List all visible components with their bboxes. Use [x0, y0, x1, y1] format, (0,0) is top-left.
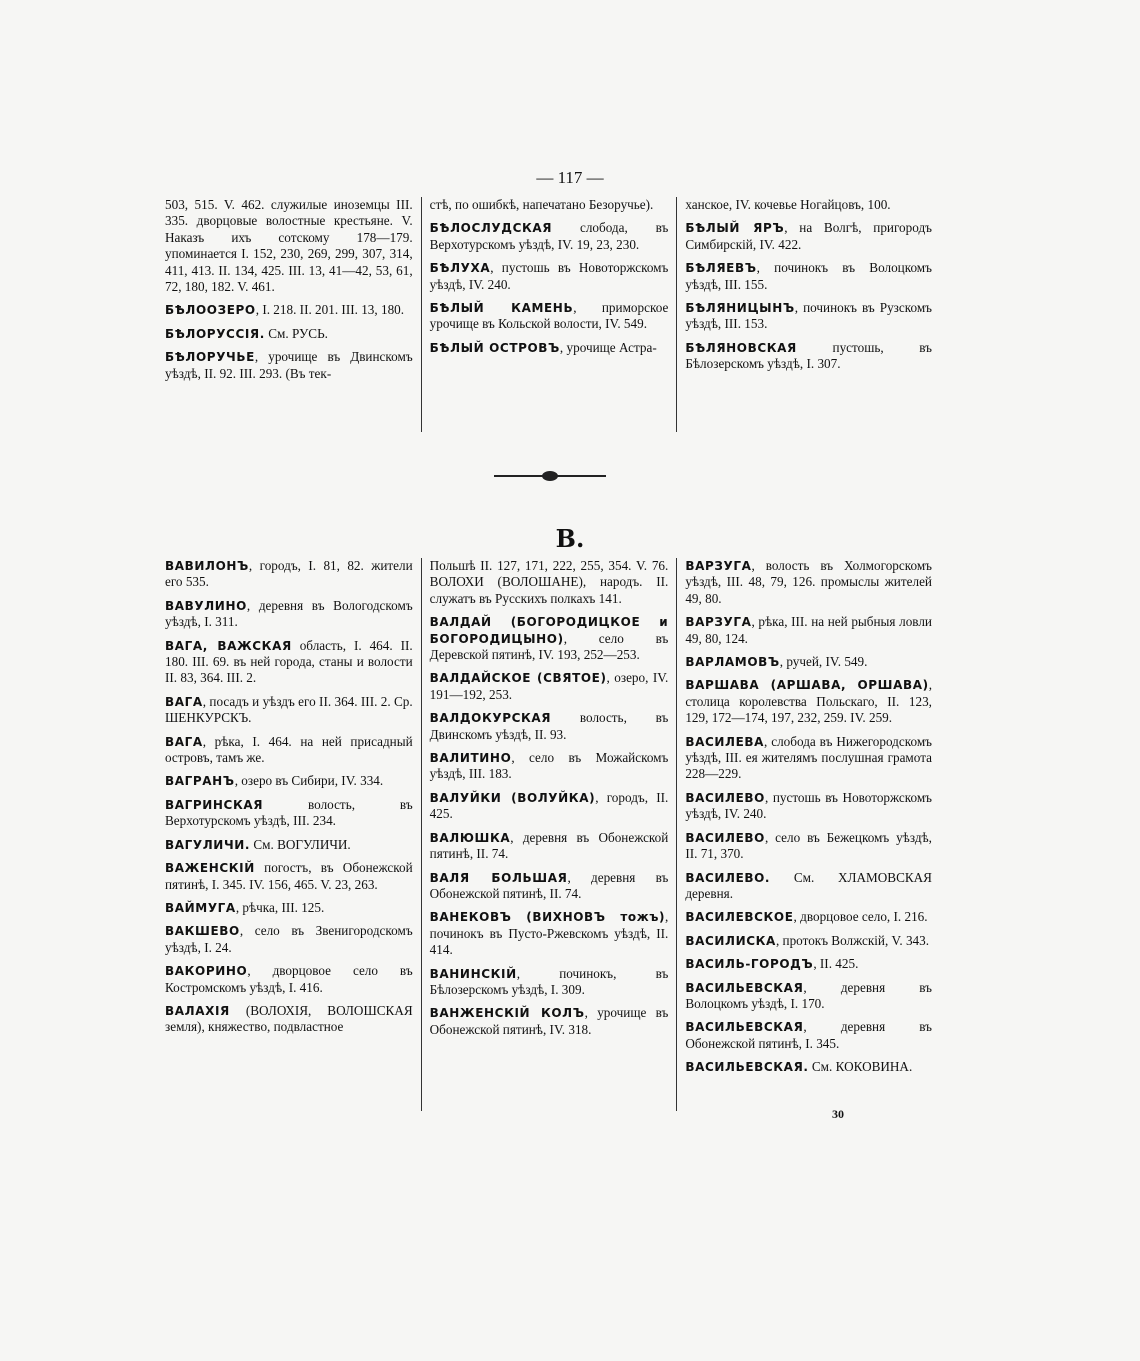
entry-text: , село въ Звенигородскомъ уѣздѣ, I. 24. [165, 923, 413, 955]
entry-headword: ВАСИЛЬЕВСКАЯ [685, 980, 804, 995]
entry-text: , слобода въ Нижегородскомъ уѣздѣ, III. ея жителямъ послушная грамота 228—229. [685, 733, 932, 782]
entry-text: , деревня въ Обонежской пятинѣ, II. 74. [429, 829, 669, 862]
index-entry [430, 300, 669, 333]
entry-text: , починокъ въ Пусто-Ржевскомъ уѣздѣ, II. 414. [429, 909, 669, 958]
index-entry [165, 734, 413, 767]
index-entry [685, 197, 932, 213]
entry-headword: ВАСИЛЕВО [685, 830, 765, 845]
index-entry [685, 830, 932, 863]
entry-headword: ВАВИЛОНЪ [165, 559, 249, 573]
entry-text: погостъ, въ Обонежской пятинѣ, I. 345. IV. 156, 465. V. 23, 263. [165, 860, 413, 892]
entry-headword: ВАРЛАМОВЪ [685, 655, 780, 670]
top-entries-block [165, 197, 932, 432]
index-entry [430, 670, 669, 703]
entry-headword: БѢЛЯЕВЪ [685, 261, 757, 276]
index-entry [165, 694, 413, 727]
entry-headword: БѢЛОСЛУДСКАЯ [429, 221, 553, 236]
top-column-2 [421, 197, 677, 432]
entry-text: , столица королевства Польскаго, II. 123, 129, 172—174, 197, 232, 259. IV. 259. [685, 677, 932, 726]
entry-headword: БѢЛООЗЕРО [165, 303, 256, 318]
index-entry [430, 830, 669, 863]
index-entry [165, 197, 413, 295]
index-entry [165, 598, 413, 631]
index-entry [430, 197, 669, 213]
index-entry [685, 870, 932, 903]
index-entry [165, 1003, 413, 1036]
entry-headword: ВАСИЛЬЕВСКАЯ. [685, 1060, 809, 1075]
entry-headword: БѢЛЫЙ ЯРЪ [685, 221, 785, 236]
entry-headword: БѢЛЯНИЦЫНЪ [685, 301, 795, 316]
index-entry [165, 349, 413, 382]
index-entry [685, 734, 932, 783]
entry-text: См. КОКОВИНА. [808, 1059, 913, 1075]
entry-text: , деревня въ Волоцкомъ уѣздѣ, I. 170. [685, 979, 932, 1011]
index-entry [430, 790, 669, 823]
entry-headword: ВАГА [165, 734, 203, 749]
index-entry [685, 260, 932, 293]
index-entry [685, 300, 932, 333]
entry-text: См. ХЛАМОВСКАЯ деревня. [685, 869, 932, 901]
index-entry [165, 923, 413, 956]
index-entry [430, 870, 669, 903]
index-entry [685, 980, 932, 1013]
section-divider-ornament [494, 474, 606, 478]
entry-headword: ВАСИЛИСКА [685, 933, 776, 948]
entry-headword: ВАВУЛИНО [165, 598, 247, 613]
entry-headword: ВАСИЛЬЕВСКАЯ [685, 1020, 804, 1035]
index-entry [685, 909, 932, 925]
entry-text: , село въ Бежецкомъ уѣздѣ, II. 71, 370. [685, 829, 932, 862]
index-entry [430, 1005, 669, 1038]
entry-headword: ВАСИЛЕВО [685, 790, 765, 805]
index-entry [165, 860, 413, 893]
entry-headword: ВАСИЛЕВО. [685, 870, 771, 885]
entry-headword: ВАСИЛЬ-ГОРОДЪ [685, 957, 814, 972]
entry-text: область, I. 464. II. 180. III. 69. въ ней города, станы и волости II. 83, 364. III. 2. [165, 637, 413, 686]
entry-text: , рѣка, III. на ней рыбныя ловли 49, 80, 124. [685, 614, 932, 646]
entry-text: , починокъ въ Волоцкомъ уѣздѣ, III. 155. [685, 260, 932, 292]
entry-headword: ВАЛДАЙ (БОГОРОДИЦКОЕ и БОГОРОДИЦЫНО) [429, 615, 669, 646]
entry-text: , починокъ въ Рузскомъ уѣздѣ, III. 153. [685, 300, 932, 332]
top-column-3 [676, 197, 932, 432]
entry-text: , урочище въ Двинскомъ уѣздѣ, II. 92. III. 293. (Въ тек- [165, 349, 413, 381]
index-entry [685, 654, 932, 670]
entry-headword: ВАЛИТИНО [429, 751, 512, 766]
index-entry [165, 638, 413, 687]
entry-text: , II. 425. [813, 956, 859, 972]
entry-text: , протокъ Волжскій, V. 343. [775, 932, 930, 948]
entry-text: , село въ Можайскомъ уѣздѣ, III. 183. [429, 750, 669, 782]
entry-headword: ВАГА [165, 694, 203, 709]
entry-text: , волость въ Холмогорскомъ уѣздѣ, III. 48, 79, 126. промыслы жителей 49, 80. [685, 558, 932, 606]
entry-text: , озеро, IV. 191—192, 253. [429, 670, 669, 702]
entry-text: , деревня въ Вологодскомъ уѣздѣ, I. 311. [165, 597, 413, 630]
index-entry [685, 790, 932, 823]
entry-text: , урочище Астра- [559, 339, 657, 355]
entry-text: , городъ, II. 425. [429, 789, 669, 822]
index-entry [165, 326, 413, 342]
entry-headword: ВАСИЛЕВСКОЕ [685, 910, 794, 925]
entry-text: , городъ, I. 81, 82. жители его 535. [165, 558, 413, 590]
entry-text: , приморское урочище въ Кольской волости, IV. 549. [429, 300, 669, 332]
index-entry [430, 750, 669, 783]
divider-ornament-icon [542, 471, 558, 481]
entry-headword: БѢЛЫЙ ОСТРОВЪ [429, 340, 560, 355]
index-entry [430, 558, 669, 607]
entry-text: , починокъ, въ Бѣлозерскомъ уѣздѣ, I. 309. [429, 965, 669, 997]
index-entry [430, 710, 669, 743]
index-entry [165, 773, 413, 789]
index-entry [165, 797, 413, 830]
entry-headword: ВАГУЛИЧИ. [165, 837, 251, 852]
index-entry [430, 966, 669, 999]
entry-headword: ВАКОРИНО [165, 964, 248, 979]
bottom-column-1 [165, 558, 421, 1111]
entry-headword: ВАГА, ВАЖСКАЯ [165, 638, 292, 653]
index-entry [165, 837, 413, 853]
entry-text: , ручей, IV. 549. [779, 654, 868, 670]
index-entry [165, 558, 413, 591]
entry-text: , рѣка, I. 464. на ней присадный островъ, тамъ же. [165, 733, 413, 766]
entry-text: , пустошь въ Новоторжскомъ уѣздѣ, IV. 240. [429, 260, 669, 292]
page-number: — 117 — [536, 168, 604, 187]
entry-text: ханское, IV. кочевье Ногайцовъ, 100. [685, 197, 891, 212]
entry-text: (ВОЛОХІЯ, ВОЛОШСКАЯ земля), княжество, подвластное [165, 1002, 413, 1035]
entry-text: , село въ Деревской пятинѣ, IV. 193, 252—253. [429, 630, 669, 663]
entry-text: , деревня въ Обонежской пятинѣ, I. 345. [685, 1019, 932, 1051]
entry-text: , на Волгѣ, пригородъ Симбирскій, IV. 422. [685, 220, 932, 252]
entry-text: , дворцовое село въ Костромскомъ уѣздѣ, I. 416. [165, 963, 413, 995]
bottom-column-2 [421, 558, 677, 1111]
entry-headword: БѢЛЫЙ КАМЕНЬ [429, 301, 574, 316]
entry-headword: ВАНЖЕНСКІЙ КОЛЪ [429, 1006, 585, 1021]
entry-headword: ВАЛУЙКИ (ВОЛУЙКА) [429, 790, 596, 805]
index-entry [685, 614, 932, 647]
entry-headword: ВАЛДОКУРСКАЯ [429, 711, 552, 726]
index-entry [165, 963, 413, 996]
entry-text: См. РУСЬ. [264, 325, 328, 341]
entry-text: слобода, въ Верхотурскомъ уѣздѣ, IV. 19, 23, 230. [429, 220, 669, 252]
index-entry [685, 933, 932, 949]
entry-text: стѣ, по ошибкѣ, напечатано Безоручье). [429, 197, 654, 212]
entry-headword: БѢЛОРУССІЯ. [165, 326, 265, 341]
entry-text: 503, 515. V. 462. служилые иноземцы III. 335. дворцовые волостные крестьяне. V. Наказъ ихъ сотскому 178—179. упоминается I. 152, 230, 269, 299, 307, 314, 411, 413. II. 134, 425. III. 13, 41—42, 53, 61, 72, 180, 182. V. 461. [165, 197, 413, 295]
index-entry [165, 302, 413, 318]
entry-text: , посадъ и уѣздъ его II. 364. III. 2. Ср. ШЕНКУРСКЪ. [165, 693, 413, 726]
index-entry [430, 260, 669, 293]
index-entry [430, 614, 669, 663]
entry-headword: ВАКШЕВО [165, 924, 240, 939]
entry-text: , озеро въ Сибири, IV. 334. [234, 773, 384, 789]
bottom-entries-block [165, 558, 932, 1111]
entry-headword: ВАГРАНЪ [165, 774, 235, 789]
signature-number: 30 [832, 1107, 844, 1121]
entry-headword: ВАЛАХІЯ [165, 1003, 230, 1018]
index-entry [685, 558, 932, 607]
entry-text: См. ВОГУЛИЧИ. [250, 836, 351, 852]
entry-headword: ВАЖЕНСКІЙ [165, 861, 255, 876]
entry-text: , деревня въ Обонежской пятинѣ, II. 74. [429, 869, 669, 901]
entry-text: волость, въ Верхотурскомъ уѣздѣ, III. 234. [165, 796, 413, 829]
index-entry [430, 340, 669, 356]
index-entry [685, 677, 932, 726]
entry-text: , пустошь въ Новоторжскомъ уѣздѣ, IV. 240. [685, 789, 932, 822]
entry-headword: БѢЛУХА [429, 261, 491, 276]
entry-headword: ВАЛЮШКА [429, 830, 511, 845]
entry-headword: ВАЛЯ БОЛЬШАЯ [429, 870, 568, 885]
entry-text: , рѣчка, III. 125. [235, 899, 325, 915]
section-letter-heading: В. [555, 524, 585, 553]
entry-text: Польшѣ II. 127, 171, 222, 255, 354. V. 76. ВОЛОХИ (ВОЛОШАНЕ), народъ. II. служатъ въ Русскихъ полкахъ 141. [429, 558, 669, 606]
entry-headword: ВАРШАВА (АРШАВА, ОРШАВА) [685, 678, 929, 693]
entry-headword: ВАНЕКОВЪ (ВИХНОВЪ тожъ) [429, 910, 666, 925]
top-column-1 [165, 197, 421, 432]
entry-text: , урочище въ Обонежской пятинѣ, IV. 318. [429, 1005, 669, 1037]
entry-text: волость, въ Двинскомъ уѣздѣ, II. 93. [429, 710, 669, 742]
entry-headword: ВАЛДАЙСКОЕ (СВЯТОЕ) [429, 671, 607, 686]
entry-headword: БѢЛОРУЧЬЕ [165, 350, 255, 365]
index-entry [685, 1059, 932, 1075]
index-entry [430, 909, 669, 958]
index-entry [685, 220, 932, 253]
entry-headword: ВАРЗУГА [685, 615, 752, 630]
bottom-column-3 [676, 558, 932, 1111]
entry-headword: ВАГРИНСКАЯ [165, 797, 264, 812]
entry-text: , дворцовое село, I. 216. [793, 909, 928, 925]
entry-text: , I. 218. II. 201. III. 13, 180. [255, 302, 405, 318]
entry-headword: ВАРЗУГА [685, 559, 752, 573]
entry-headword: ВАСИЛЕВА [685, 734, 765, 749]
entry-headword: БѢЛЯНОВСКАЯ [685, 340, 797, 355]
entry-headword: ВАНИНСКІЙ [429, 966, 517, 981]
index-entry [685, 340, 932, 373]
index-entry [430, 220, 669, 253]
entry-headword: ВАЙМУГА [165, 900, 236, 915]
index-entry [685, 1019, 932, 1052]
entry-text: пустошь, въ Бѣлозерскомъ уѣздѣ, I. 307. [685, 339, 932, 372]
index-entry [165, 900, 413, 916]
index-entry [685, 956, 932, 972]
